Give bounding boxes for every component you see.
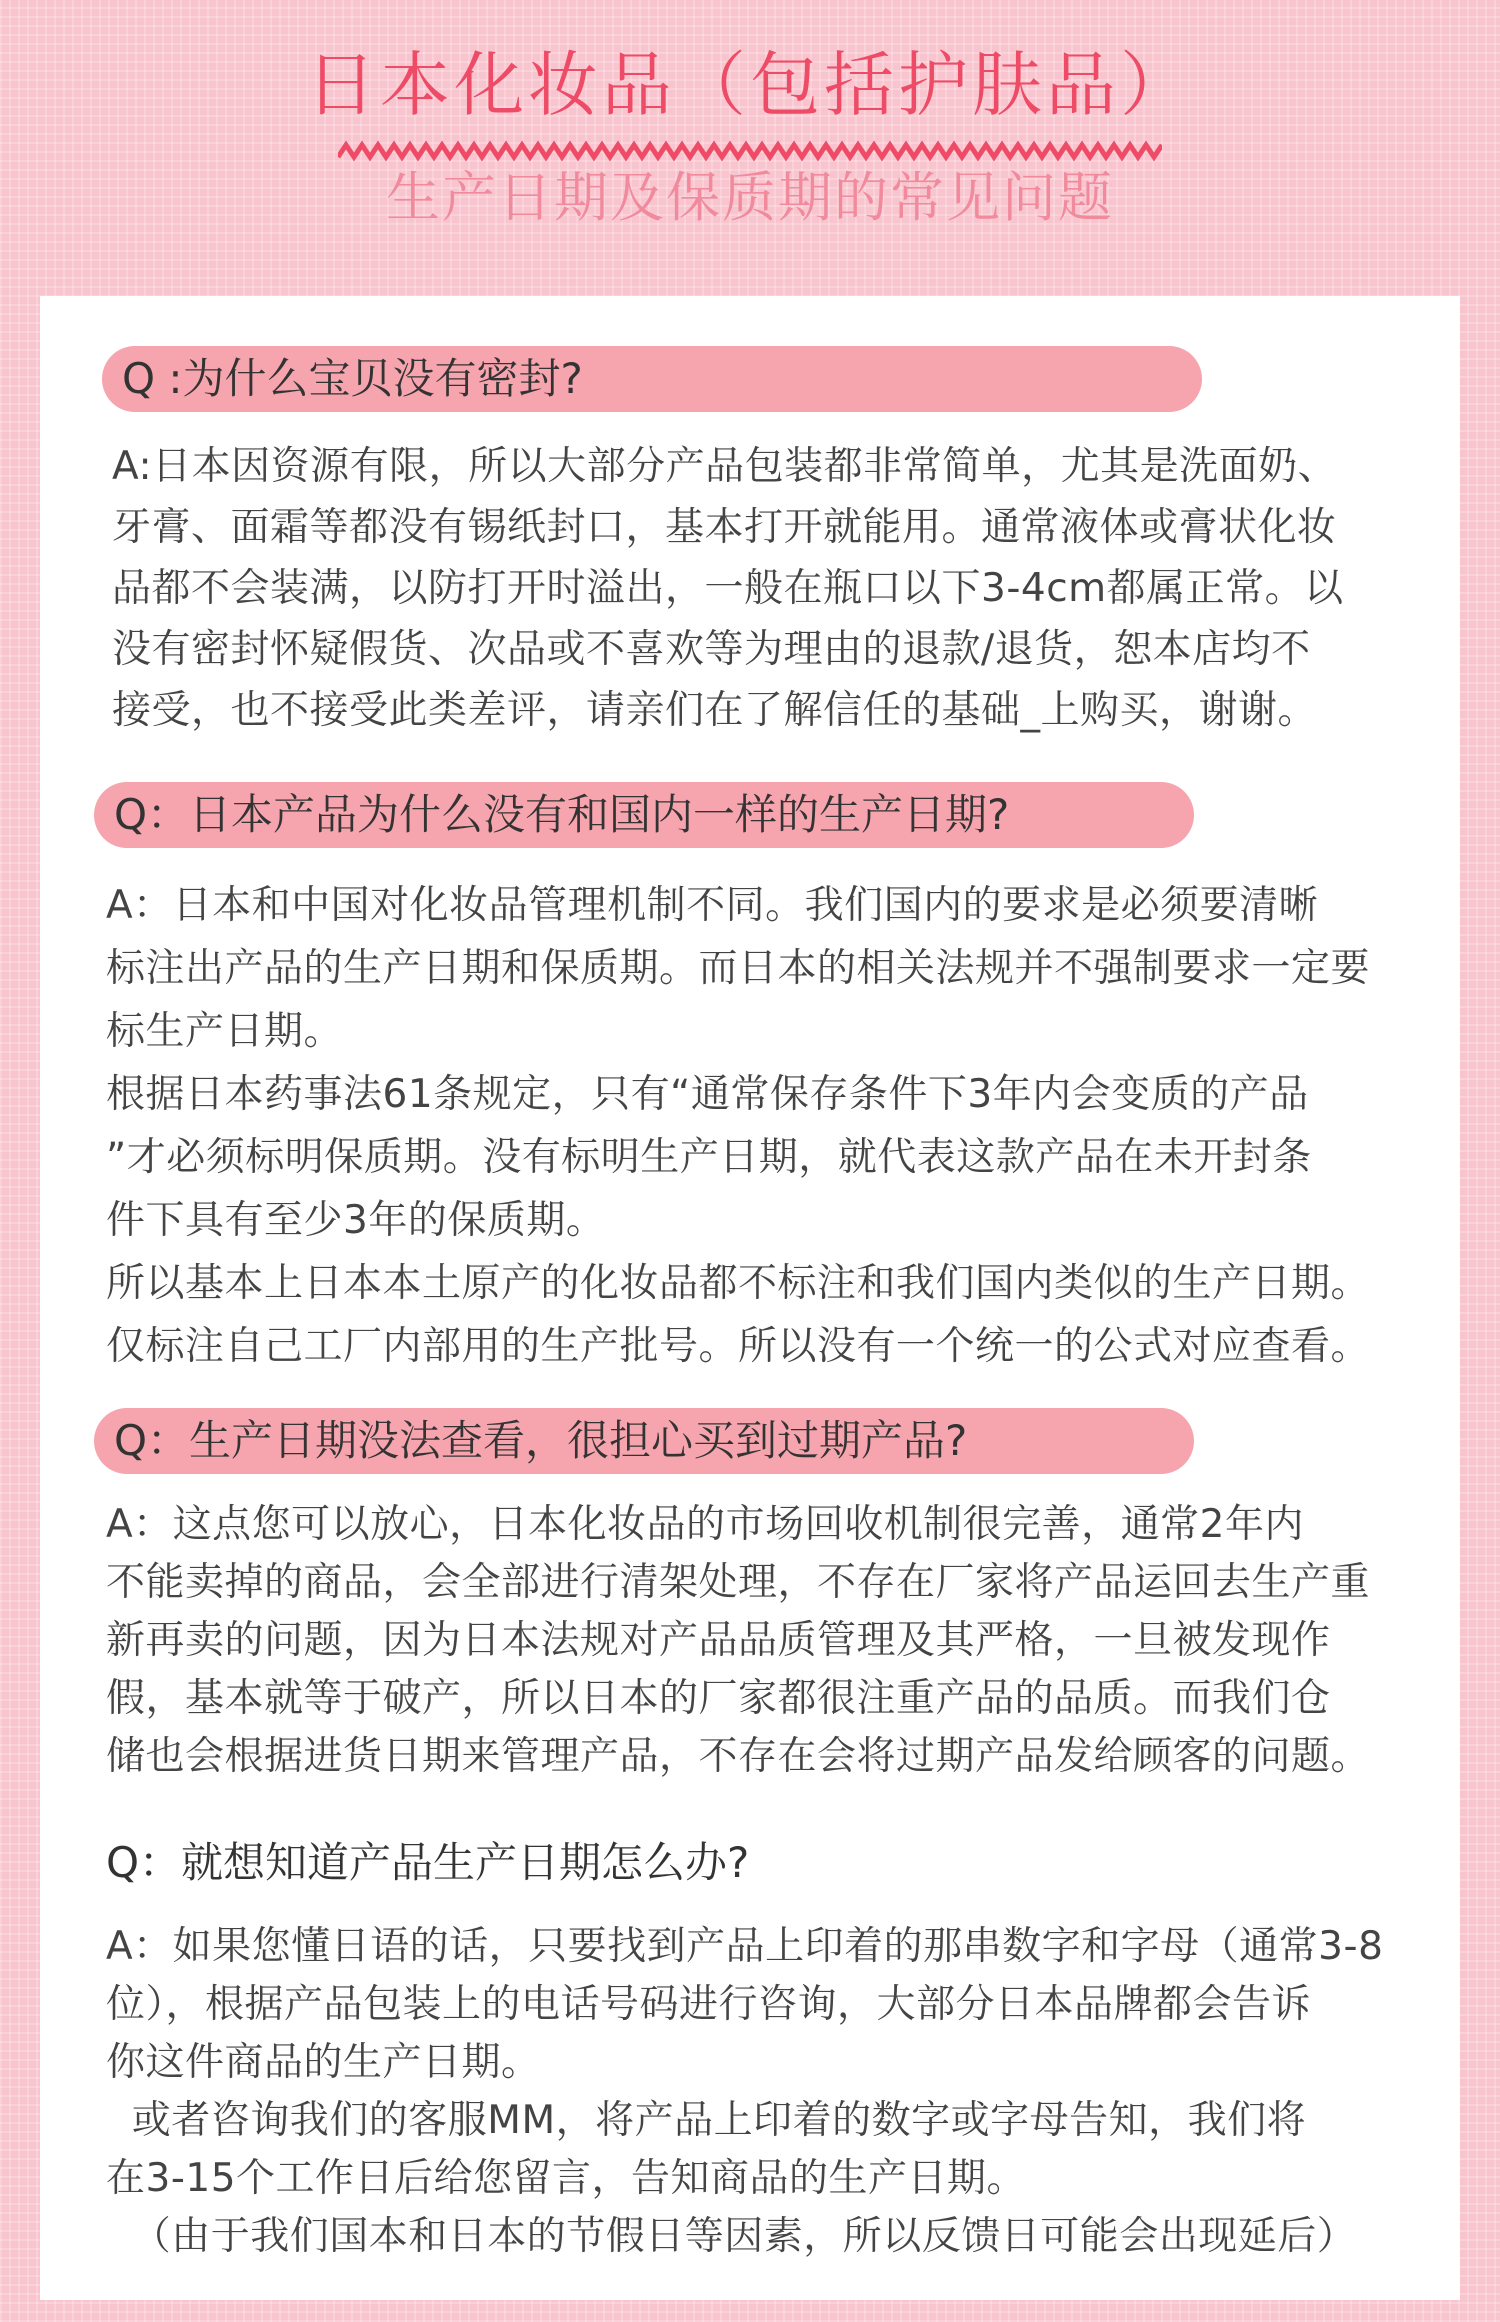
- answer-line: 根据日本药事法61条规定，只有“通常保存条件下3年内会变质的产品: [106, 1072, 1309, 1117]
- page-title: 日本化妆品（包括护肤品）: [306, 44, 1194, 126]
- answer-line: 标生产日期。: [106, 1009, 344, 1054]
- answer-line: 新再卖的问题，因为日本法规对产品品质管理及其严格，一旦被发现作: [106, 1618, 1331, 1663]
- answer-line: （由于我们国本和日本的节假日等因素，所以反馈日可能会出现延后）: [106, 2214, 1357, 2259]
- answer-line: A：这点您可以放心，日本化妆品的市场回收机制很完善，通常2年内: [106, 1502, 1304, 1547]
- answer-line: 所以基本上日本本土原产的化妆品都不标注和我们国内类似的生产日期。: [106, 1261, 1371, 1306]
- answer-line: A：日本和中国对化妆品管理机制不同。我们国内的要求是必须要清晰: [106, 883, 1319, 928]
- answer-line: 在3-15个工作日后给您留言，告知商品的生产日期。: [106, 2156, 1027, 2201]
- answer-line: 仅标注自己工厂内部用的生产批号。所以没有一个统一的公式对应查看。: [106, 1324, 1371, 1369]
- answer-line: 不能卖掉的商品，会全部进行清架处理，不存在厂家将产品运回去生产重: [106, 1560, 1371, 1605]
- answer-line: 接受，也不接受此类差评，请亲们在了解信任的基础_上购买，谢谢。: [112, 688, 1318, 733]
- answer-line: 件下具有至少3年的保质期。: [106, 1198, 606, 1243]
- faq-answer-1: [112, 436, 1344, 741]
- faq-answer-3: [106, 1496, 1370, 1786]
- faq-question-4: Q：就想知道产品生产日期怎么办?: [106, 1838, 750, 1887]
- answer-line: A:日本因资源有限，所以大部分产品包装都非常简单，尤其是洗面奶、: [112, 444, 1338, 489]
- faq-question-1: Q :为什么宝贝没有密封?: [102, 346, 1202, 412]
- answer-line: 没有密封怀疑假货、次品或不喜欢等为理由的退款/退货，恕本店均不: [112, 627, 1311, 672]
- answer-line: 储也会根据进货日期来管理产品，不存在会将过期产品发给顾客的问题。: [106, 1734, 1371, 1779]
- faq-answer-2: [106, 874, 1370, 1378]
- answer-line: 品都不会装满，以防打开时溢出，一般在瓶口以下3-4cm都属正常。以: [112, 566, 1344, 611]
- answer-line: 标注出产品的生产日期和保质期。而日本的相关法规并不强制要求一定要: [106, 946, 1371, 991]
- answer-line: 假，基本就等于破产，所以日本的厂家都很注重产品的品质。而我们仓: [106, 1676, 1331, 1721]
- page-subtitle: 生产日期及保质期的常见问题: [386, 166, 1114, 229]
- faq-question-2: Q：日本产品为什么没有和国内一样的生产日期?: [94, 782, 1194, 848]
- faq-answer-4: [106, 1918, 1383, 2266]
- answer-line: 位），根据产品包装上的电话号码进行咨询，大部分日本品牌都会告诉: [106, 1982, 1312, 2027]
- header: [0, 0, 1500, 290]
- answer-line: 你这件商品的生产日期。: [106, 2040, 541, 2085]
- faq-panel: [40, 296, 1460, 2300]
- answer-line: ”才必须标明保质期。没有标明生产日期，就代表这款产品在未开封条: [106, 1135, 1312, 1180]
- answer-line: A：如果您懂日语的话，只要找到产品上印着的那串数字和字母（通常3-8: [106, 1924, 1384, 1969]
- answer-line: 或者咨询我们的客服MM，将产品上印着的数字或字母告知，我们将: [106, 2098, 1307, 2143]
- faq-question-3: Q：生产日期没法查看，很担心买到过期产品?: [94, 1408, 1194, 1474]
- answer-line: 牙膏、面霜等都没有锡纸封口，基本打开就能用。通常液体或膏状化妆: [112, 505, 1337, 550]
- zigzag-divider: [338, 140, 1162, 162]
